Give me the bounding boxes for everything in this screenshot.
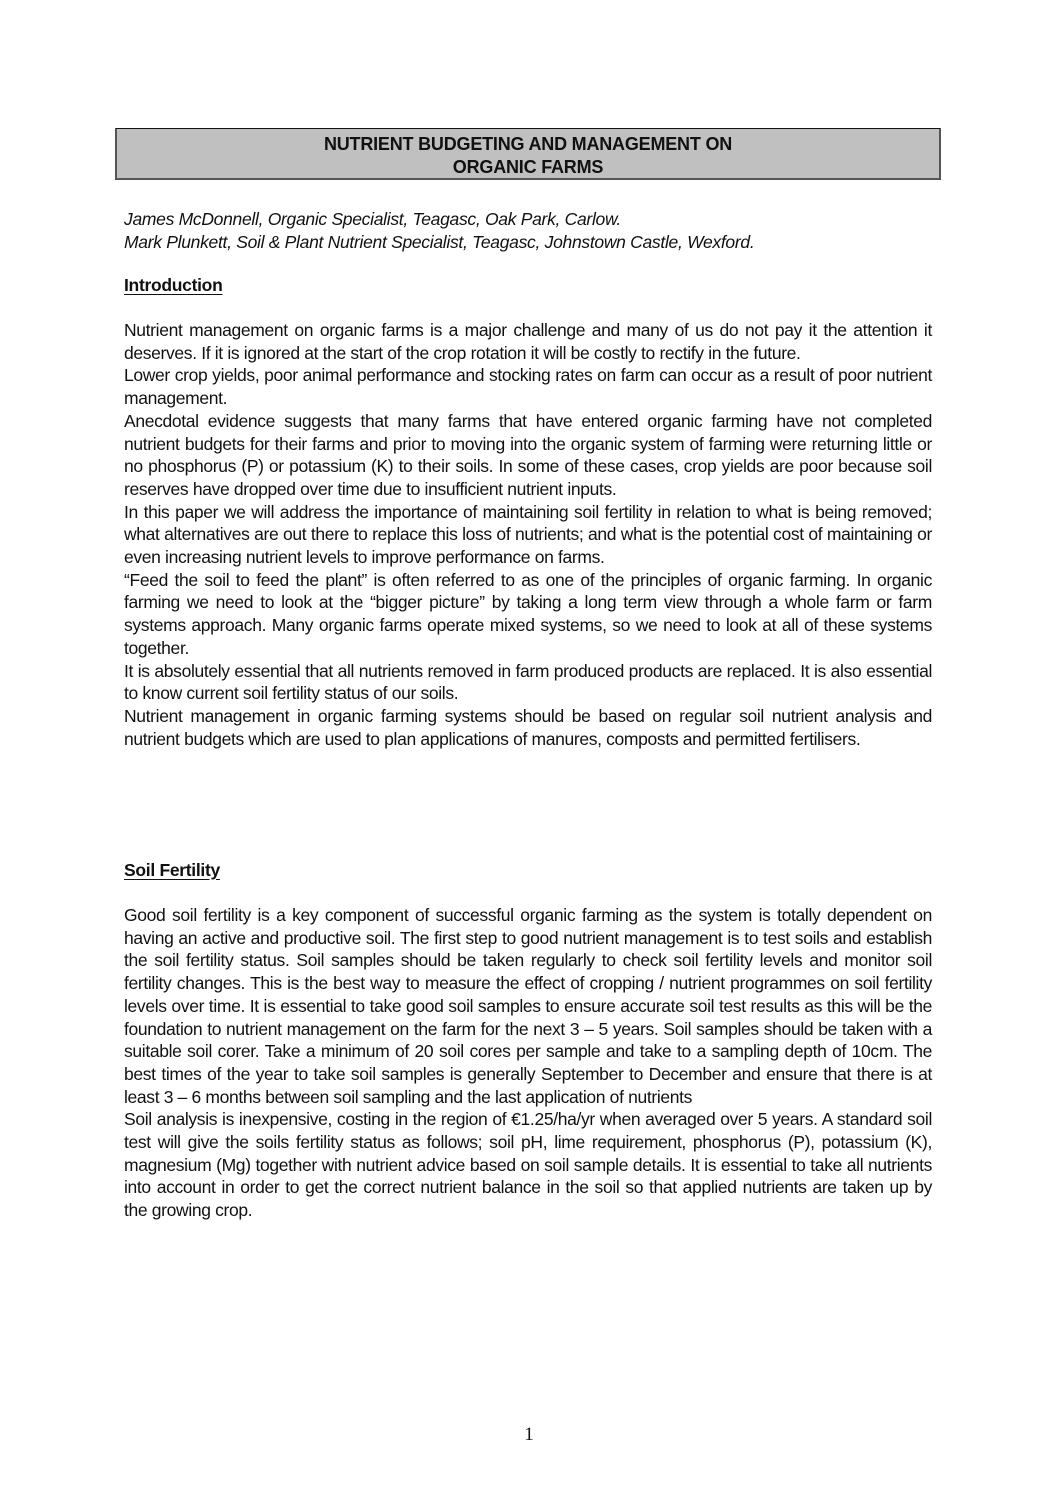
title-line-1: NUTRIENT BUDGETING AND MANAGEMENT ON	[323, 134, 733, 154]
author-line: James McDonnell, Organic Specialist, Teagasc, Oak Park, Carlow.	[124, 209, 621, 229]
paragraph: Good soil fertility is a key component of successful organic farming as the system is totally dependent on having an active and productive soil. The first step to good nutrient management is to test soils and establish the soil fertility status. Soil samples should be taken regularly to check soil fertility levels and monitor soil fertility changes. This is the best way to measure the effect of cropping / nutrient programmes on soil fertility levels over time. It is essential to take good soil samples to ensure accurate soil test results as this will be the foundation to nutrient management on the farm for the next 3 – 5 years. Soil samples should be taken with a suitable soil corer. Take a minimum of 20 soil cores per sample and take to a sampling depth of 10cm. The best times of the year to take soil samples is generally September to December and ensure that there is at least 3 – 6 months between soil sampling and the last application of nutrients	[124, 905, 932, 1107]
title-line-2: ORGANIC FARMS	[452, 157, 604, 177]
paragraph: Soil analysis is inexpensive, costing in the region of €1.25/ha/yr when averaged over 5 years. A standard soil test will give the soils fertility status as follows; soil pH, lime requirement, phosphorus (P), potassium (K), magnesium (Mg) together with nutrient advice based on soil sample details. It is essential to take all nutrients into account in order to get the correct nutrient balance in the soil so that applied nutrients are taken up by the growing crop.	[124, 1109, 932, 1221]
paragraph: “Feed the soil to feed the plant” is often referred to as one of the principles of organic farming. In organic farming we need to look at the “bigger picture” by taking a long term view through a whole farm or farm systems approach. Many organic farms operate mixed systems, so we need to look at all of these systems together.	[124, 569, 932, 658]
author-line: Mark Plunkett, Soil & Plant Nutrient Specialist, Teagasc, Johnstown Castle, Wexford.	[124, 232, 755, 252]
paragraph: It is absolutely essential that all nutrients removed in farm produced products are replaced. It is also essential to know current soil fertility status of our soils.	[124, 660, 932, 704]
paragraph: In this paper we will address the importance of maintaining soil fertility in relation to what is being removed; what alternatives are out there to replace this loss of nutrients; and what is the potential cost of maintaining or even increasing nutrient levels to improve performance on farms.	[124, 501, 932, 568]
soil-fertility-body	[124, 904, 932, 1222]
introduction-body	[124, 319, 932, 750]
section-heading-introduction: Introduction	[124, 275, 223, 295]
section-heading-soil-fertility: Soil Fertility	[124, 860, 220, 880]
paragraph: Lower crop yields, poor animal performance and stocking rates on farm can occur as a result of poor nutrient management.	[124, 365, 932, 409]
title-box	[115, 128, 941, 180]
paragraph: Anecdotal evidence suggests that many farms that have entered organic farming have not completed nutrient budgets for their farms and prior to moving into the organic system of farming were returning little or no phosphorus (P) or potassium (K) to their soils. In some of these cases, crop yields are poor because soil reserves have dropped over time due to insufficient nutrient inputs.	[124, 410, 932, 499]
paragraph: Nutrient management in organic farming systems should be based on regular soil nutrient analysis and nutrient budgets which are used to plan applications of manures, composts and permitted fertilisers.	[124, 705, 932, 749]
page-number: 1	[524, 1424, 534, 1445]
authors-block	[124, 208, 944, 254]
paragraph: Nutrient management on organic farms is a major challenge and many of us do not pay it the attention it deserves. If it is ignored at the start of the crop rotation it will be costly to rectify in the future.	[124, 320, 932, 363]
